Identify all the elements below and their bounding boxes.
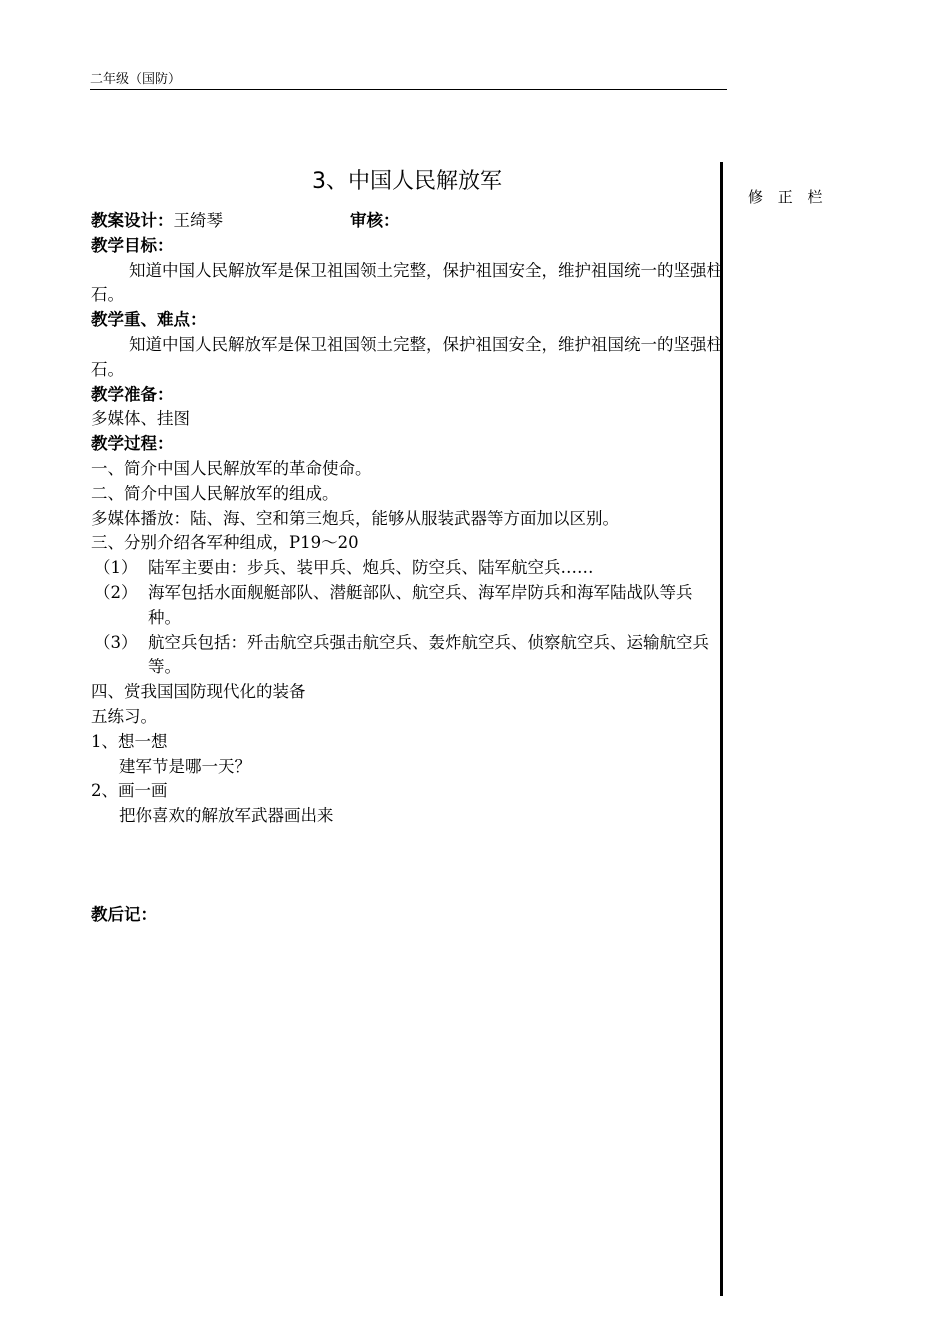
- lesson-title: 3、中国人民解放军: [312, 169, 502, 194]
- objective-text-content: 知道中国人民解放军是保卫祖国领土完整，保护祖国安全，维护祖国统一的坚强柱石。: [91, 260, 723, 305]
- process-line: 二、简介中国人民解放军的组成。: [91, 483, 339, 503]
- section-five: 五练习。: [91, 706, 157, 726]
- reviewer: [350, 209, 400, 234]
- branch-text: 海军包括水面舰艇部队、潜艇部队、航空兵、海军岸防兵和海军陆战队等兵种。: [148, 582, 693, 627]
- keypoints-text: [91, 333, 723, 383]
- branch-number: （1）: [94, 558, 138, 578]
- designer: [91, 209, 350, 234]
- prep-text: 多媒体、挂图: [91, 409, 190, 429]
- keypoints-text-content: 知道中国人民解放军是保卫祖国领土完整，保护祖国安全，维护祖国统一的坚强柱石。: [91, 334, 723, 379]
- designer-name: 王绮琴: [173, 211, 223, 230]
- process-line: 多媒体播放：陆、海、空和第三炮兵，能够从服装武器等方面加以区别。: [91, 508, 619, 528]
- branch-text: 陆军主要由：步兵、装甲兵、炮兵、防空兵、陆军航空兵……: [148, 558, 594, 578]
- spacer: [91, 829, 723, 903]
- branch-number: （2）: [94, 582, 138, 602]
- objective-text: [91, 259, 723, 309]
- page-header: [90, 70, 727, 90]
- branch-text: 航空兵包括：歼击航空兵强击航空兵、轰炸航空兵、侦察航空兵、运输航空兵等。: [148, 632, 709, 677]
- designer-label: 教案设计：: [91, 211, 174, 230]
- header-text: 二年级（国防）: [90, 72, 182, 87]
- objective-heading: 教学目标：: [91, 235, 174, 255]
- keypoints-heading: 教学重、难点：: [91, 310, 207, 330]
- afterword-label: 教后记：: [91, 904, 157, 924]
- exercise-text: 建军节是哪一天？: [119, 756, 251, 776]
- branch-item: [91, 631, 723, 681]
- exercise-heading: 2、画一画: [91, 781, 168, 801]
- revision-column-label: 修 正 栏: [748, 188, 828, 206]
- lesson-meta: [91, 209, 723, 234]
- process-line: 一、简介中国人民解放军的革命使命。: [91, 458, 372, 478]
- exercise-heading: 1、想一想: [91, 731, 168, 751]
- branch-item: [91, 581, 723, 631]
- prep-heading: 教学准备：: [91, 384, 174, 404]
- exercise-text: 把你喜欢的解放军武器画出来: [119, 806, 334, 826]
- process-line: 三、分别介绍各军种组成，P19～20: [91, 533, 359, 553]
- branch-number: （3）: [94, 632, 138, 652]
- section-four: 四、赏我国国防现代化的装备: [91, 682, 306, 702]
- lesson-plan: [91, 165, 723, 928]
- branch-item: [91, 556, 723, 581]
- reviewer-label: 审核：: [350, 211, 400, 230]
- process-heading: 教学过程：: [91, 434, 174, 454]
